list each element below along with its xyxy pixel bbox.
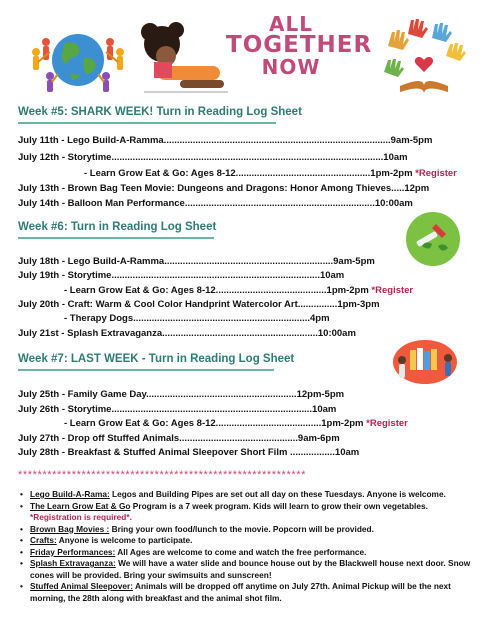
register-note: *Register <box>366 418 408 429</box>
register-note: *Register <box>371 285 414 296</box>
week-6-underline <box>18 237 214 239</box>
all-together-now-title <box>226 12 373 90</box>
week-5-heading: Week #5: SHARK WEEK! Turn in Reading Log Sheet <box>18 106 302 118</box>
week-7-underline <box>18 369 274 371</box>
title-line-3: NOW <box>261 55 321 79</box>
reading-kids-books-icon <box>392 336 458 386</box>
note-item: • Lego Build-A-Rama: Legos and Building Pipes are set out all day on these Tuesdays. Anyone is welcome. <box>20 489 480 501</box>
note-item: • Crafts: Anyone is welcome to participate. <box>20 535 480 547</box>
week-6-row-3: - Learn Grow Eat & Go: Ages 8-12..........................................1pm-2pm *Register <box>64 285 414 296</box>
week-5-row-2: July 12th - Storytime.......................................................................................................10am <box>18 152 408 163</box>
register-note: *Register <box>415 168 457 179</box>
note-item: • Stuffed Animal Sleepover: Animals will be dropped off anytime on July 27th. Animal Pickup will be the next morning, the 28th along with breakfast and the animal shot film. <box>20 581 480 604</box>
week-7-row-3: - Learn Grow Eat & Go: Ages 8-12........................................1pm-2pm *Register <box>64 418 408 429</box>
note-item: • The Learn Grow Eat & Go Program is a 7 week program. Kids will learn to grow their own vegetables. *Registration is required*. <box>20 501 480 524</box>
title-line-2: TOGETHER <box>226 32 373 58</box>
week-6-heading: Week #6: Turn in Reading Log Sheet <box>18 221 217 233</box>
globe-kids-illustration <box>28 24 128 94</box>
week-7-row-4: July 27th - Drop off Stuffed Animals.............................................9am-6pm <box>18 433 340 444</box>
week-6-row-4: July 20th - Craft: Warm & Cool Color Handprint Watercolor Art...............1pm-3pm <box>18 299 380 310</box>
week-7-row-5: July 28th - Breakfast & Stuffed Animal Sleepover Short Film .................10am <box>18 447 360 458</box>
handprints-book-illustration <box>378 16 470 100</box>
week-6-row-6: July 21st - Splash Extravaganza...........................................................10:00am <box>18 328 356 339</box>
note-item: • Friday Performances: All Ages are welcome to come and watch the free performance. <box>20 547 480 559</box>
week-5-row-3: - Learn Grow Eat & Go: Ages 8-12...................................................1pm-2pm *Register <box>84 168 457 179</box>
week-7-row-1: July 25th - Family Game Day.........................................................12pm-5pm <box>18 389 345 400</box>
week-5-row-5: July 14th - Balloon Man Performance........................................................................10:00am <box>18 198 413 209</box>
header-banner <box>0 0 496 110</box>
week-7-row-2: July 26th - Storytime............................................................................10am <box>18 404 337 415</box>
week-6-row-5: - Therapy Dogs...................................................................4pm <box>64 313 330 324</box>
garden-tools-icon <box>404 210 462 268</box>
note-item: • Brown Bag Movies : Bring your own food/lunch to the movie. Popcorn will be provided. <box>20 524 480 536</box>
week-6-row-2: July 19th - Storytime...............................................................................10am <box>18 270 345 281</box>
program-notes-list <box>20 489 480 604</box>
registration-required-note: *Registration is required*. <box>30 512 132 522</box>
week-5-underline <box>18 122 276 124</box>
reading-girl-illustration <box>140 22 232 100</box>
star-divider: *********************************************************** <box>18 469 306 481</box>
week-5-row-4: July 13th - Brown Bag Teen Movie: Dungeons and Dragons: Honor Among Thieves.....12pm <box>18 183 430 194</box>
note-item: • Splash Extravaganza: We will have a water slide and bounce house out by the Blackwell house next door. Snow cones will be provided. Bring your swimsuits and sunscreen! <box>20 558 480 581</box>
week-6-row-1: July 18th - Lego Build-A-Ramma................................................................9am-5pm <box>18 256 375 267</box>
week-5-row-1: July 11th - Lego Build-A-Ramma......................................................................................9am-5pm <box>18 135 433 146</box>
week-7-heading: Week #7: LAST WEEK - Turn in Reading Log Sheet <box>18 353 295 365</box>
title-line-1: ALL <box>269 12 313 36</box>
